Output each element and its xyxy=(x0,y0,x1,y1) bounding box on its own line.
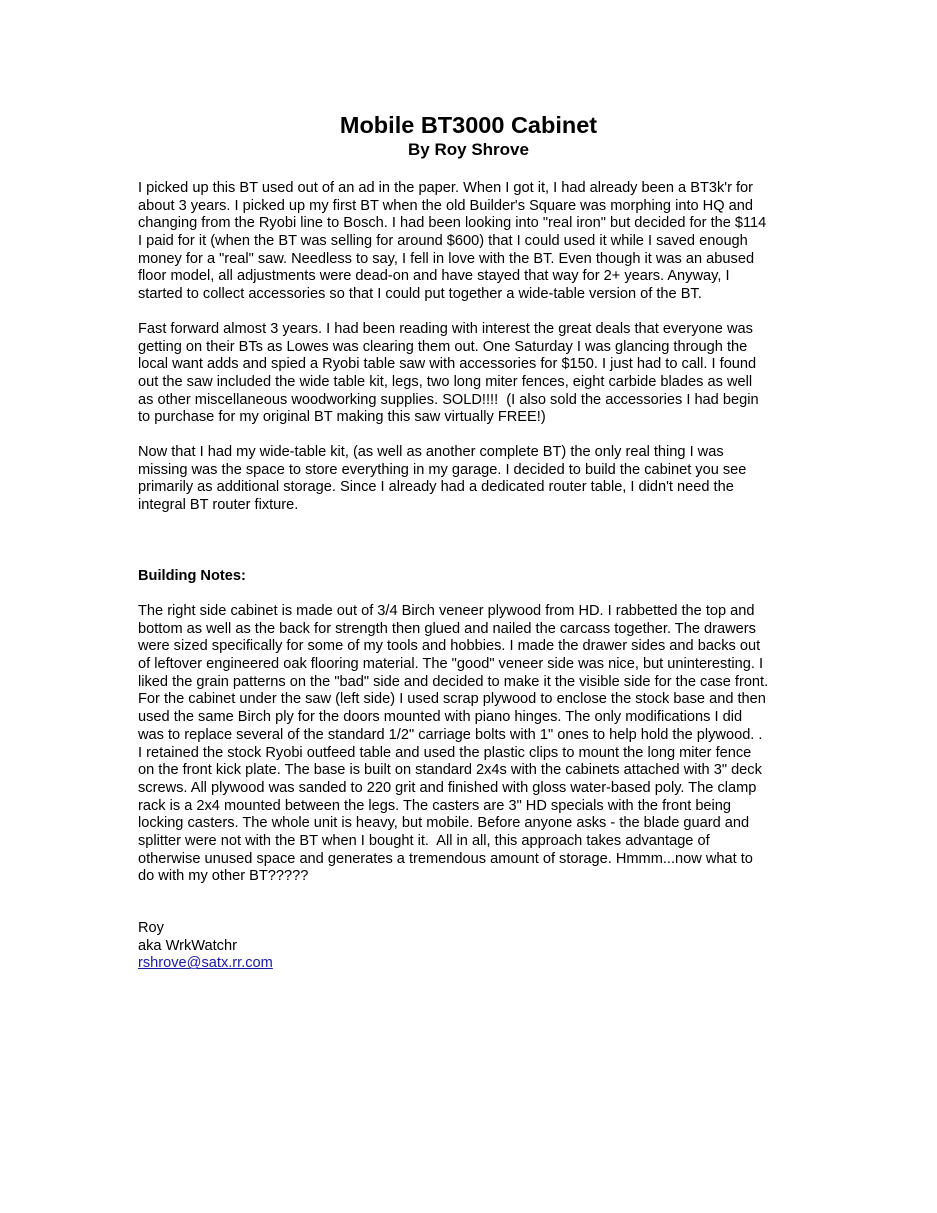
text-line: floor model, all adjustments were dead-on and have stayed that way for 2+ years. Anyway, I xyxy=(138,268,730,285)
text-line: changing from the Ryobi line to Bosch. I had been looking into "real iron" but decided for the $114 xyxy=(138,215,767,232)
text-line: screws. All plywood was sanded to 220 grit and finished with gloss water-based poly. The clamp xyxy=(138,779,757,796)
text-line: were sized specifically for some of my tools and hobbies. I made the drawer sides and backs out xyxy=(138,638,761,655)
text-line: liked the grain patterns on the "bad" side and decided to make it the visible side for the case front. xyxy=(138,673,769,690)
text-line: I retained the stock Ryobi outfeed table and used the plastic clips to mount the long miter fence xyxy=(138,744,752,761)
document-title: Mobile BT3000 Cabinet xyxy=(339,112,598,138)
text-line: was to replace several of the standard 1/2" carriage bolts with 1" ones to help hold the plywood. . xyxy=(138,726,763,743)
text-line: integral BT router fixture. xyxy=(138,497,299,514)
text-line: started to collect accessories so that I could put together a wide-table version of the BT. xyxy=(138,286,702,303)
building-notes-paragraph xyxy=(138,603,818,886)
email-link[interactable]: rshrove@satx.rr.com xyxy=(138,955,273,972)
text-line: For the cabinet under the saw (left side) I used scrap plywood to enclose the stock base and then xyxy=(138,691,766,708)
text-line: Now that I had my wide-table kit, (as well as another complete BT) the only real thing I was xyxy=(138,444,724,460)
text-line: I picked up this BT used out of an ad in the paper. When I got it, I had already been a BT3k'r for xyxy=(138,180,754,196)
signature-alias: aka WrkWatchr xyxy=(138,937,237,954)
building-notes-heading: Building Notes: xyxy=(138,568,246,584)
text-line: missing was the space to store everything in my garage. I decided to build the cabinet you see xyxy=(138,461,747,478)
signature-name: Roy xyxy=(138,920,164,936)
text-line: used the same Birch ply for the doors mounted with piano hinges. The only modifications I did xyxy=(138,709,743,726)
text-line: do with my other BT????? xyxy=(138,868,309,885)
text-line: out the saw included the wide table kit, legs, two long miter fences, eight carbide blades as well xyxy=(138,374,753,391)
text-line: I paid for it (when the BT was selling for around $600) that I could used it while I saved enough xyxy=(138,233,748,250)
text-line: of leftover engineered oak flooring material. The "good" veneer side was nice, but uninteresting. I xyxy=(138,656,764,673)
intro-paragraph-3 xyxy=(138,444,818,515)
signature-block xyxy=(138,920,818,973)
text-line: otherwise unused space and generates a tremendous amount of storage. Hmmm...now what to xyxy=(138,850,753,867)
text-line: rack is a 2x4 mounted between the legs. The casters are 3" HD specials with the front being xyxy=(138,797,732,814)
text-line: getting on their BTs as Lowes was clearing them out. One Saturday I was glancing through the xyxy=(138,338,748,355)
author-byline: By Roy Shrove xyxy=(408,140,529,159)
text-line: to purchase for my original BT making this saw virtually FREE!) xyxy=(138,409,546,426)
text-line: bottom as well as the back for strength then glued and nailed the carcass together. The drawers xyxy=(138,620,756,637)
text-line: money for a "real" saw. Needless to say, I fell in love with the BT. Even though it was an abused xyxy=(138,250,755,267)
text-line: locking casters. The whole unit is heavy, but mobile. Before anyone asks - the blade guard and xyxy=(138,815,750,832)
text-line: splitter were not with the BT when I bought it. All in all, this approach takes advantage of xyxy=(138,832,710,849)
intro-paragraph-1 xyxy=(138,180,818,304)
text-line: Fast forward almost 3 years. I had been reading with interest the great deals that everyone was xyxy=(138,321,753,337)
text-line: local want adds and spied a Ryobi table saw with accessories for $150. I just had to call. I found xyxy=(138,356,757,373)
text-line: The right side cabinet is made out of 3/4 Birch veneer plywood from HD. I rabbetted the top and xyxy=(138,603,755,619)
text-line: about 3 years. I picked up my first BT when the old Builder's Square was morphing into HQ and xyxy=(138,197,753,214)
intro-paragraph-2 xyxy=(138,321,818,427)
text-line: primarily as additional storage. Since I already had a dedicated router table, I didn't need the xyxy=(138,479,734,496)
text-line: on the front kick plate. The base is built on standard 2x4s with the cabinets attached with 3" deck xyxy=(138,762,762,779)
text-line: as other miscellaneous woodworking supplies. SOLD!!!! (I also sold the accessories I had begin xyxy=(138,391,759,408)
